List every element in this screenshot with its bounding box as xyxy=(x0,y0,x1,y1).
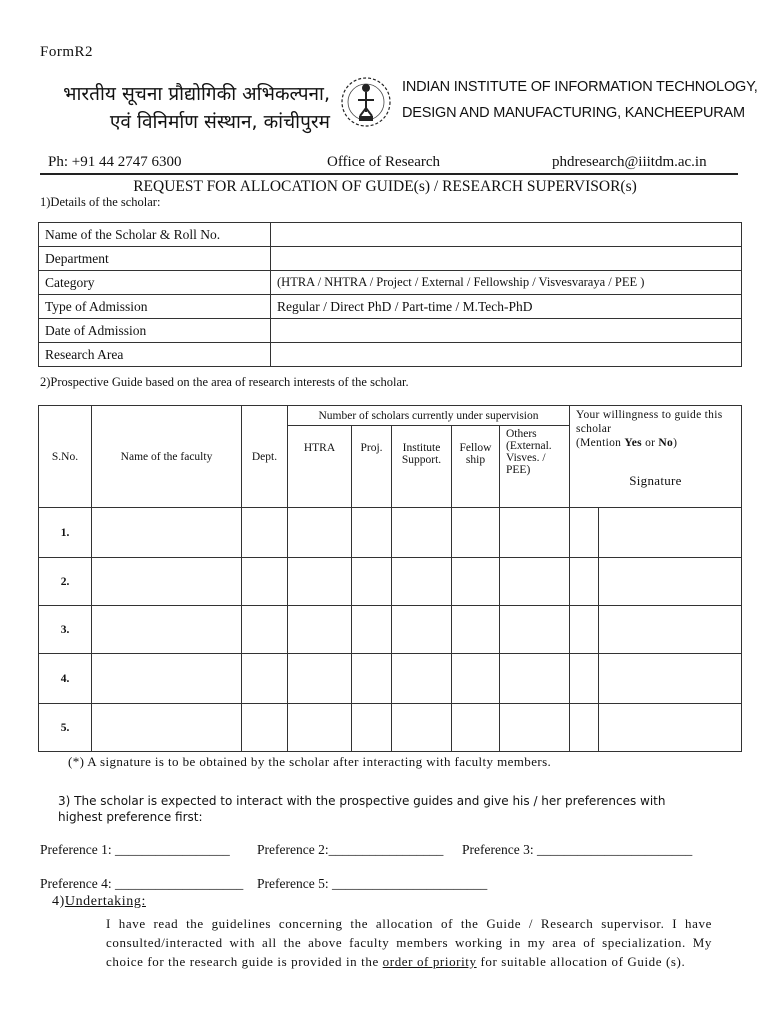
table-row xyxy=(39,223,742,247)
others-cell[interactable] xyxy=(500,704,570,752)
field-value-department[interactable] xyxy=(271,247,742,271)
table-row xyxy=(39,295,742,319)
col-header-faculty: Name of the faculty xyxy=(92,406,242,508)
table-row xyxy=(39,654,742,704)
institute-name-english-line1: INDIAN INSTITUTE OF INFORMATION TECHNOLOGY, xyxy=(402,79,758,95)
fellowship-cell[interactable] xyxy=(452,606,500,654)
preference-5[interactable]: Preference 5: _______________________ xyxy=(257,876,488,891)
table-row xyxy=(39,508,742,558)
htra-cell[interactable] xyxy=(288,654,352,704)
section3-text: 3) The scholar is expected to interact with the prospective guides and give his / her preferences with highest preference first: xyxy=(58,794,666,824)
section1-heading: 1)Details of the scholar: xyxy=(40,195,161,209)
faculty-name-cell[interactable] xyxy=(92,704,242,752)
institute-cell[interactable] xyxy=(392,508,452,558)
table-header-row xyxy=(39,406,742,426)
willingness-cell[interactable] xyxy=(570,558,599,606)
preference-4[interactable]: Preference 4: ___________________ xyxy=(40,876,244,891)
section3-instructions xyxy=(58,793,708,825)
office-name: Office of Research xyxy=(327,154,440,170)
col-header-dept: Dept. xyxy=(242,406,288,508)
logo-emblem-icon xyxy=(336,72,396,132)
table-row xyxy=(39,247,742,271)
col-header-proj: Proj. xyxy=(352,426,392,508)
dept-cell[interactable] xyxy=(242,606,288,654)
header-divider xyxy=(40,173,738,175)
section2-heading: 2)Prospective Guide based on the area of research interests of the scholar. xyxy=(40,375,409,389)
willingness-cell[interactable] xyxy=(570,508,599,558)
htra-cell[interactable] xyxy=(288,704,352,752)
faculty-name-cell[interactable] xyxy=(92,606,242,654)
willingness-label: Your willingness to guide this scholar xyxy=(576,409,723,435)
proj-cell[interactable] xyxy=(352,704,392,752)
section4-heading xyxy=(52,894,146,910)
signature-cell[interactable] xyxy=(599,654,742,704)
willingness-cell[interactable] xyxy=(570,606,599,654)
field-label: Department xyxy=(39,247,271,271)
col-header-scholars-under-supervision: Number of scholars currently under supervision xyxy=(288,406,570,426)
institute-logo xyxy=(336,72,396,132)
scholar-details-table xyxy=(38,222,742,367)
signature-cell[interactable] xyxy=(599,704,742,752)
col-header-willingness xyxy=(570,406,742,508)
row-number: 3. xyxy=(39,606,92,654)
form-number: FormR2 xyxy=(40,44,94,60)
field-value-category[interactable]: (HTRA / NHTRA / Project / External / Fellowship / Visvesvaraya / PEE ) xyxy=(271,271,742,295)
contact-email[interactable]: phdresearch@iiitdm.ac.in xyxy=(552,154,707,170)
undertaking-title: Undertaking: xyxy=(64,894,146,909)
others-cell[interactable] xyxy=(500,654,570,704)
table-row xyxy=(39,606,742,654)
order-of-priority-text: order of priority xyxy=(382,954,477,969)
section4-number: 4) xyxy=(52,894,65,909)
row-number: 5. xyxy=(39,704,92,752)
field-label: Type of Admission xyxy=(39,295,271,319)
others-cell[interactable] xyxy=(500,606,570,654)
willingness-cell[interactable] xyxy=(570,654,599,704)
field-value-admission-type[interactable]: Regular / Direct PhD / Part-time / M.Tech-PhD xyxy=(271,295,742,319)
htra-cell[interactable] xyxy=(288,606,352,654)
undertaking-paragraph: I have read the guidelines concerning the allocation of the Guide / Research supervisor. I have consulted/interacted with all the above faculty members working in my area of specialization. My choice for the research guide is provided in the order of priority for suitable allocation of Guide (s). xyxy=(106,916,712,969)
institute-name-english-line2: DESIGN AND MANUFACTURING, KANCHEEPURAM xyxy=(402,105,745,121)
institute-cell[interactable] xyxy=(392,654,452,704)
proj-cell[interactable] xyxy=(352,606,392,654)
table-row xyxy=(39,343,742,367)
signature-footnote: (*) A signature is to be obtained by the scholar after interacting with faculty members. xyxy=(68,754,552,769)
institute-cell[interactable] xyxy=(392,606,452,654)
dept-cell[interactable] xyxy=(242,704,288,752)
proj-cell[interactable] xyxy=(352,654,392,704)
fellowship-cell[interactable] xyxy=(452,558,500,606)
col-header-signature: Signature xyxy=(629,473,682,488)
row-number: 2. xyxy=(39,558,92,606)
faculty-name-cell[interactable] xyxy=(92,508,242,558)
col-header-fellowship: Fellow ship xyxy=(452,426,500,508)
field-label: Name of the Scholar & Roll No. xyxy=(39,223,271,247)
table-row xyxy=(39,558,742,606)
form-title: REQUEST FOR ALLOCATION OF GUIDE(s) / RESEARCH SUPERVISOR(s) xyxy=(133,178,637,195)
institute-name-hindi-line2: एवं विनिर्माण संस्थान, कांचीपुरम xyxy=(109,111,330,133)
prospective-guides-table xyxy=(38,405,742,752)
col-header-institute-support: Institute Support. xyxy=(392,426,452,508)
field-label: Date of Admission xyxy=(39,319,271,343)
htra-cell[interactable] xyxy=(288,508,352,558)
faculty-name-cell[interactable] xyxy=(92,654,242,704)
signature-cell[interactable] xyxy=(599,606,742,654)
table-row xyxy=(39,271,742,295)
field-label: Category xyxy=(39,271,271,295)
table-row xyxy=(39,319,742,343)
others-cell[interactable] xyxy=(500,508,570,558)
proj-cell[interactable] xyxy=(352,508,392,558)
faculty-name-cell[interactable] xyxy=(92,558,242,606)
field-label: Research Area xyxy=(39,343,271,367)
fellowship-cell[interactable] xyxy=(452,654,500,704)
htra-cell[interactable] xyxy=(288,558,352,606)
signature-cell[interactable] xyxy=(599,558,742,606)
dept-cell[interactable] xyxy=(242,508,288,558)
row-number: 4. xyxy=(39,654,92,704)
others-cell[interactable] xyxy=(500,558,570,606)
proj-cell[interactable] xyxy=(352,558,392,606)
phone-number: Ph: +91 44 2747 6300 xyxy=(48,154,182,170)
fellowship-cell[interactable] xyxy=(452,508,500,558)
col-header-sno: S.No. xyxy=(39,406,92,508)
col-header-htra: HTRA xyxy=(288,426,352,508)
fellowship-cell[interactable] xyxy=(452,704,500,752)
willingness-cell[interactable] xyxy=(570,704,599,752)
preference-2[interactable]: Preference 2:_________________ xyxy=(257,842,444,857)
row-number: 1. xyxy=(39,508,92,558)
field-value-research-area[interactable] xyxy=(271,343,742,367)
signature-cell[interactable] xyxy=(599,508,742,558)
dept-cell[interactable] xyxy=(242,654,288,704)
institute-cell[interactable] xyxy=(392,558,452,606)
preference-3[interactable]: Preference 3: _______________________ xyxy=(462,842,693,857)
table-row xyxy=(39,704,742,752)
institute-name-hindi-line1: भारतीय सूचना प्रौद्योगिकी अभिकल्पना, xyxy=(63,83,330,105)
dept-cell[interactable] xyxy=(242,558,288,606)
willingness-instruction: (Mention Yes or No) xyxy=(576,437,678,449)
field-value-scholar-name[interactable] xyxy=(271,223,742,247)
col-header-others: Others (External. Visves. / PEE) xyxy=(500,426,570,508)
field-value-admission-date[interactable] xyxy=(271,319,742,343)
preference-1[interactable]: Preference 1: _________________ xyxy=(40,842,230,857)
institute-cell[interactable] xyxy=(392,704,452,752)
